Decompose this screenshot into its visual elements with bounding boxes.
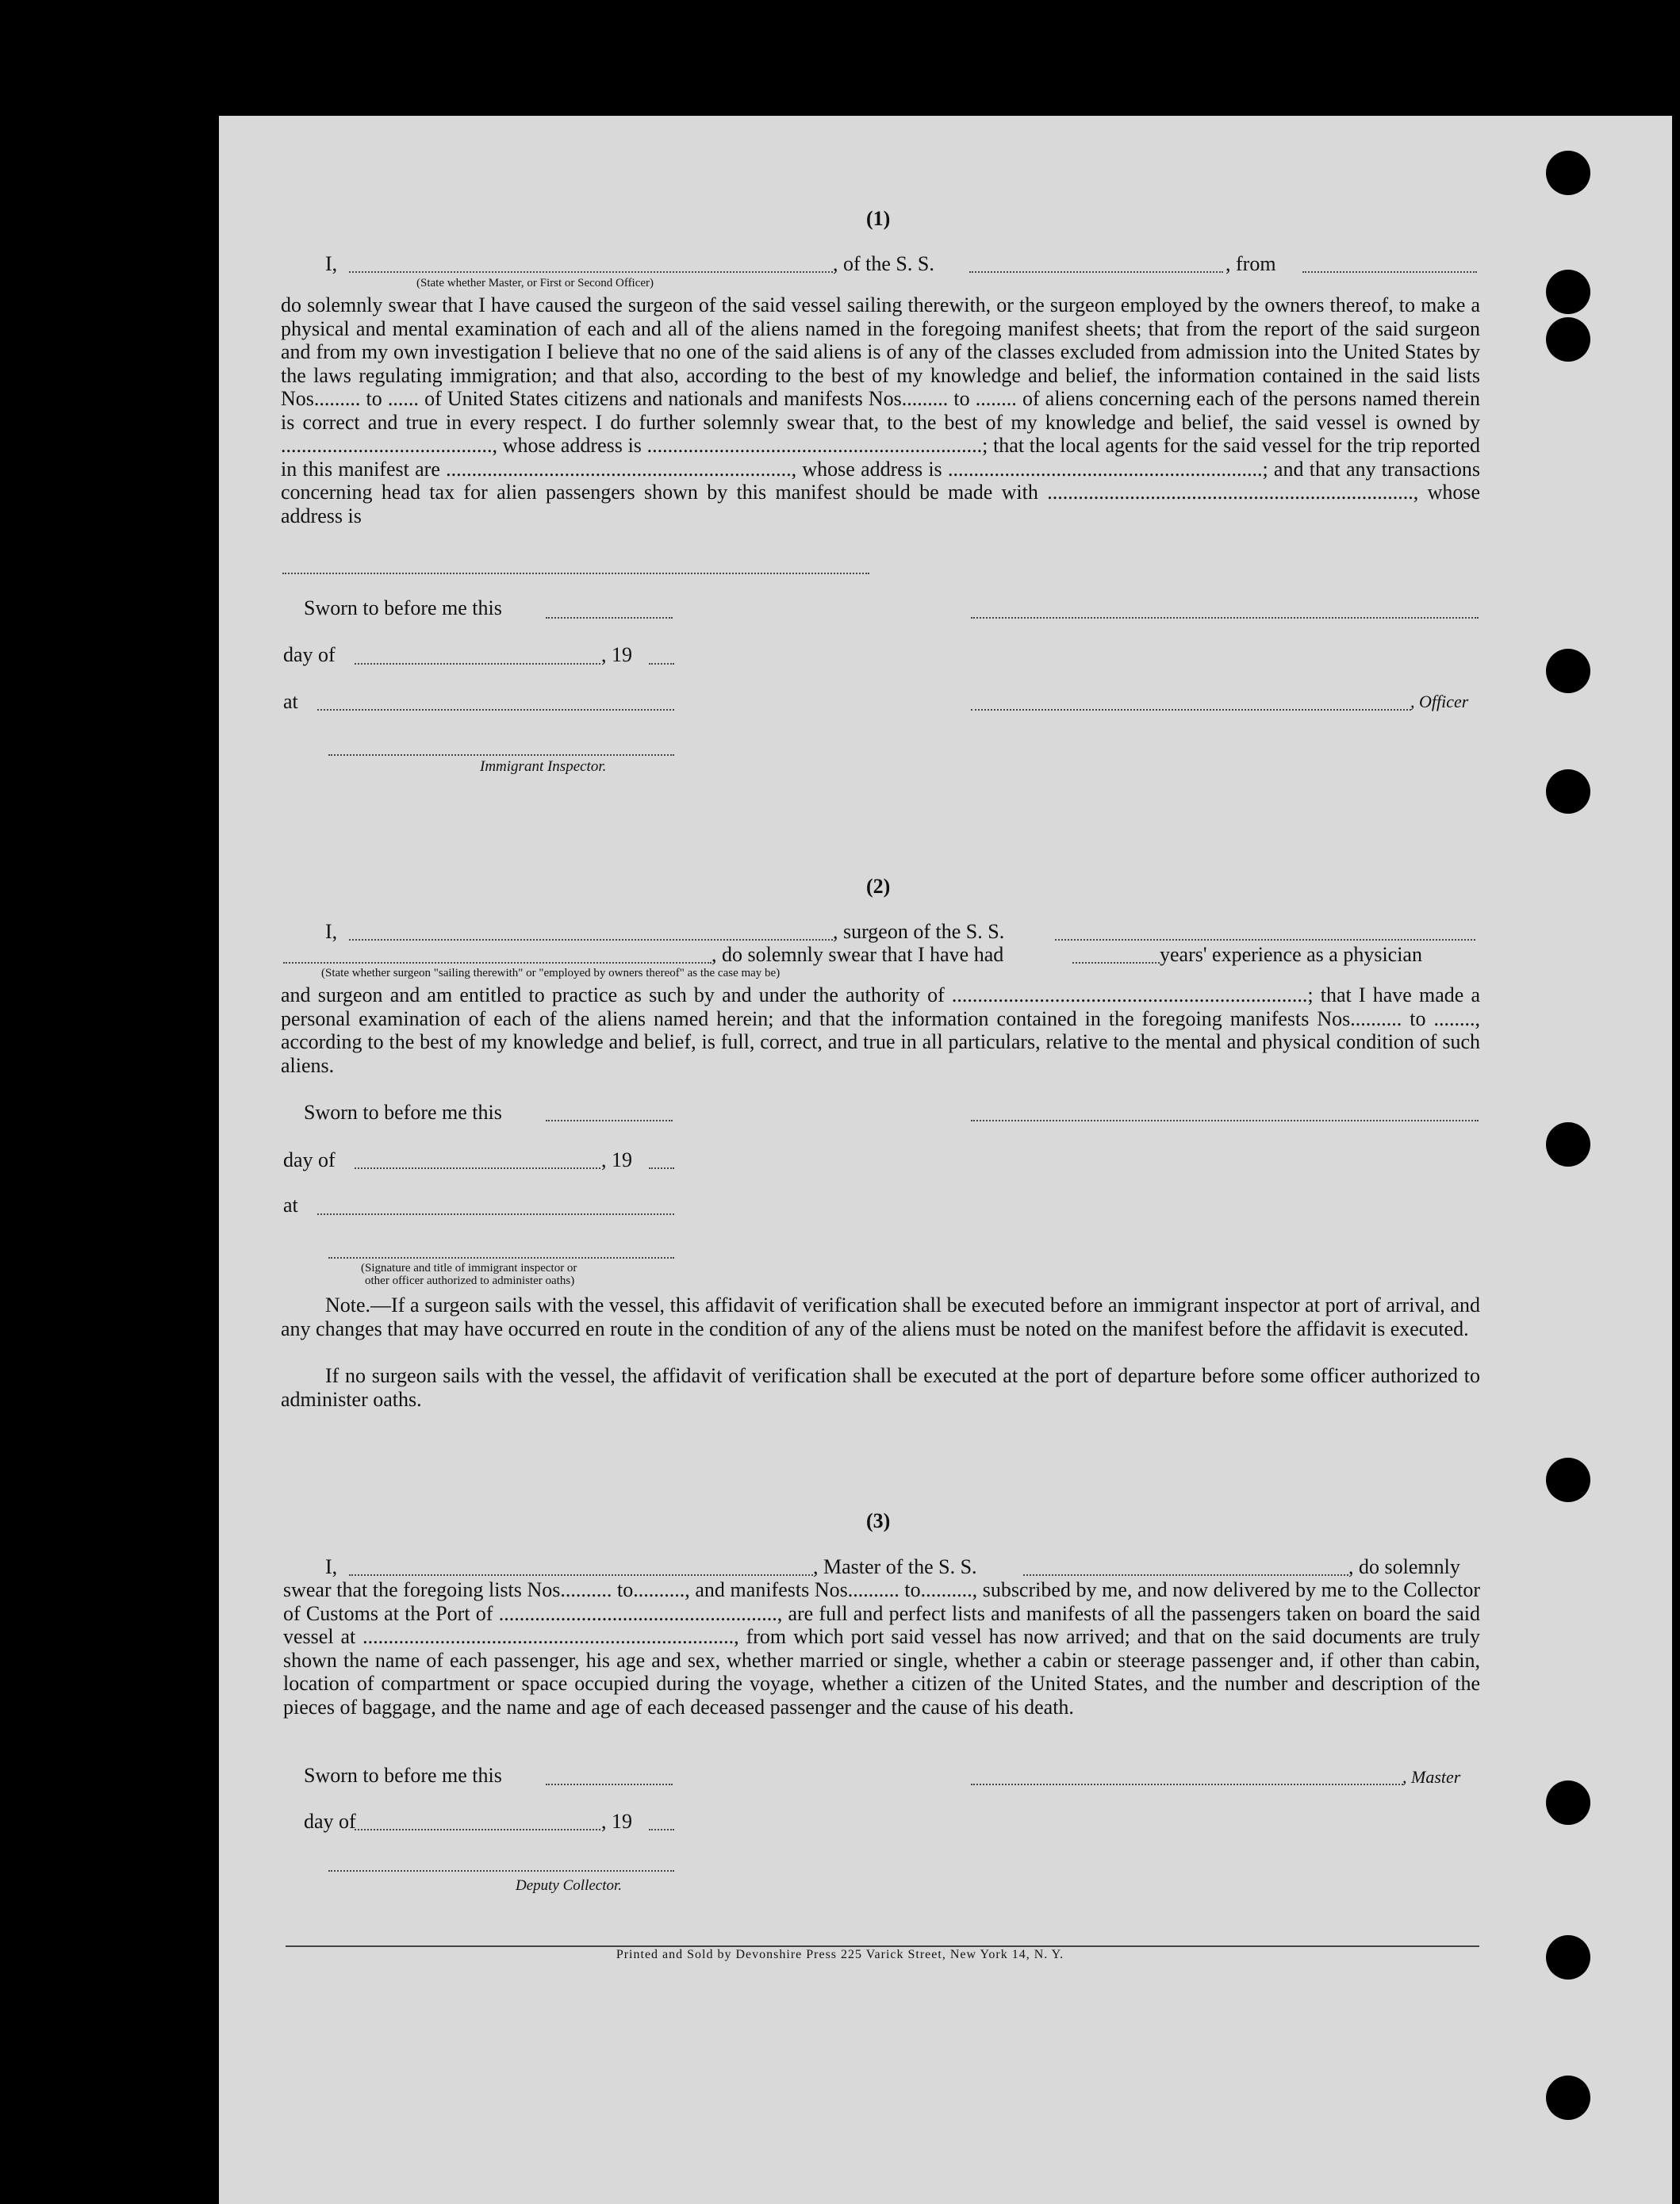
sworn-label: Sworn to before me this bbox=[304, 596, 502, 619]
master-name-field[interactable] bbox=[349, 1574, 813, 1576]
immigrant-inspector-label: Immigrant Inspector. bbox=[480, 758, 607, 775]
section-2-number: (2) bbox=[866, 875, 891, 898]
section-3-paragraph: swear that the foregoing lists Nos.......... to.........., and manifests Nos.......... to.........., subscribed by me, and now delivered by me to the Collector of Customs at the Port of ......................................................, are full and perfect lists and manifests of all the passengers taken on board the said vessel at ........................................................................, from which port said vessel has now arrived; and that on the said documents are truly shown the name of each passenger, his age and sex, whether married or single, whether a cabin or steerage passenger and, if other than cabin, location of compartment or space occupied during the voyage, whether a citizen of the United States, and the number and description of the pieces of baggage, and the name and age of each deceased passenger and the cause of his death. bbox=[283, 1578, 1480, 1719]
surgeon-name-field[interactable] bbox=[349, 939, 833, 941]
sworn-date-field[interactable] bbox=[546, 1784, 673, 1785]
punch-hole bbox=[1546, 270, 1590, 314]
surgeon-note: Note.—If a surgeon sails with the vessel, this affidavit of verification shall be executed before an immigrant inspector at port of arrival, and any changes that may have occurred en route in the condition of any of the aliens must be noted on the manifest before the affidavit is executed. bbox=[281, 1294, 1480, 1340]
officer-rank-field[interactable] bbox=[349, 271, 833, 273]
surgeon-type-field[interactable] bbox=[283, 962, 712, 964]
surgeon-vessel-field[interactable] bbox=[1055, 939, 1475, 941]
year-label: , 19 bbox=[601, 643, 632, 666]
signature-note-line-1: (Signature and title of immigrant inspector or bbox=[361, 1262, 577, 1274]
officer-label: , Officer bbox=[1410, 692, 1469, 711]
swear-experience-label: , do solemnly swear that I have had bbox=[712, 943, 1004, 966]
vessel-name-field[interactable] bbox=[969, 271, 1223, 273]
punch-hole bbox=[1546, 769, 1590, 814]
punch-hole bbox=[1546, 1458, 1590, 1502]
surgeon-signature-line[interactable] bbox=[971, 1120, 1479, 1121]
officer-signature-line[interactable] bbox=[971, 617, 1479, 619]
punch-hole bbox=[1546, 1780, 1590, 1825]
punch-hole bbox=[1546, 649, 1590, 693]
sworn-date-field[interactable] bbox=[546, 1120, 673, 1121]
no-surgeon-note: If no surgeon sails with the vessel, the affidavit of verification shall be executed at the port of departure before some officer authorized to administer oaths. bbox=[281, 1364, 1480, 1411]
at-place-field[interactable] bbox=[317, 1213, 674, 1215]
master-vessel-label: , Master of the S. S. bbox=[813, 1555, 977, 1578]
vessel-label: , of the S. S. bbox=[833, 252, 934, 275]
punch-hole bbox=[1546, 2076, 1590, 2120]
punch-hole bbox=[1546, 317, 1590, 362]
deputy-collector-label: Deputy Collector. bbox=[516, 1877, 623, 1894]
day-of-field[interactable] bbox=[355, 663, 600, 665]
year-field[interactable] bbox=[649, 1829, 674, 1830]
footer-rule bbox=[286, 1945, 1479, 1947]
year-label: , 19 bbox=[601, 1810, 632, 1833]
section-1-oath-line bbox=[325, 252, 337, 276]
oath-prefix: I, bbox=[325, 252, 338, 275]
year-field[interactable] bbox=[649, 663, 674, 665]
surgeon-oath-prefix: I, bbox=[325, 920, 338, 943]
sworn-date-field[interactable] bbox=[546, 617, 673, 619]
day-of-label: day of bbox=[283, 1148, 336, 1171]
day-of-field[interactable] bbox=[355, 1167, 600, 1169]
section-3-number: (3) bbox=[866, 1509, 891, 1532]
officer-title-line[interactable] bbox=[971, 709, 1411, 711]
master-signature-line[interactable] bbox=[971, 1784, 1403, 1785]
day-of-label: day of bbox=[304, 1810, 356, 1833]
day-of-label: day of bbox=[283, 643, 336, 666]
section-2-paragraph: and surgeon and am entitled to practice as such by and under the authority of .....................................................................; that I have made a personal examination of each of the aliens named herein; and that the information contained in the foregoing manifests Nos.......... to ........, according to the best of my knowledge and belief, is full, correct, and true in all particulars, relative to the mental and physical condition of such aliens. bbox=[281, 983, 1480, 1077]
surgeon-type-note: (State whether surgeon "sailing therewith" or "employed by owners thereof" as the case may be) bbox=[321, 967, 781, 979]
punch-hole bbox=[1546, 1122, 1590, 1167]
from-label: , from bbox=[1225, 252, 1276, 275]
master-oath-prefix: I, bbox=[325, 1555, 338, 1578]
year-label: , 19 bbox=[601, 1148, 632, 1171]
section-1-number: (1) bbox=[866, 207, 891, 230]
day-of-field[interactable] bbox=[355, 1829, 600, 1830]
address-field[interactable] bbox=[282, 573, 869, 574]
master-label: , Master bbox=[1402, 1767, 1461, 1787]
years-physician-label: years' experience as a physician bbox=[1160, 943, 1422, 966]
signature-note-line-2: other officer authorized to administer oaths) bbox=[365, 1274, 575, 1287]
punch-hole bbox=[1546, 151, 1590, 195]
at-place-field[interactable] bbox=[317, 709, 674, 711]
sworn-label: Sworn to before me this bbox=[304, 1101, 502, 1124]
officer-rank-note: (State whether Master, or First or Second Officer) bbox=[416, 277, 654, 289]
port-from-field[interactable] bbox=[1302, 271, 1477, 273]
authorized-officer-signature-line[interactable] bbox=[328, 1257, 674, 1259]
year-field[interactable] bbox=[649, 1167, 674, 1169]
sworn-label: Sworn to before me this bbox=[304, 1764, 502, 1787]
section-1-paragraph: do solemnly swear that I have caused the surgeon of the said vessel sailing therewith, or the surgeon employed by the owners thereof, to make a physical and mental examination of each and all of the aliens named in the foregoing manifest sheets; that from the report of the said surgeon and from my own investigation I believe that no one of the said aliens is of any of the classes excluded from admission into the United States by the laws regulating immigration; and that also, according to the best of my knowledge and belief, the information contained in the said lists Nos......... to ...... of United States citizens and nationals and manifests Nos......... to ........ of aliens concerning each of the persons named therein is correct and true in every respect. I do further solemnly swear that, to the best of my knowledge and belief, the said vessel is owned by ........................................., whose address is .................................................................; that the local agents for the said vessel for the trip reported in this manifest are ..................................................................., whose address is .............................................................; and that any transactions concerning head tax for alien passengers shown by this manifest should be made with ......................................................................., whose address is bbox=[281, 293, 1480, 527]
inspector-signature-line[interactable] bbox=[328, 754, 674, 756]
do-solemnly-label: , do solemnly bbox=[1348, 1555, 1460, 1578]
years-experience-field[interactable] bbox=[1072, 962, 1160, 964]
printer-imprint: Printed and Sold by Devonshire Press 225 Varick Street, New York 14, N. Y. bbox=[616, 1948, 1064, 1961]
at-label: at bbox=[283, 1194, 298, 1217]
master-vessel-field[interactable] bbox=[1023, 1574, 1348, 1576]
deputy-collector-signature-line[interactable] bbox=[328, 1870, 674, 1872]
surgeon-vessel-label: , surgeon of the S. S. bbox=[833, 920, 1005, 943]
at-label: at bbox=[283, 690, 298, 713]
